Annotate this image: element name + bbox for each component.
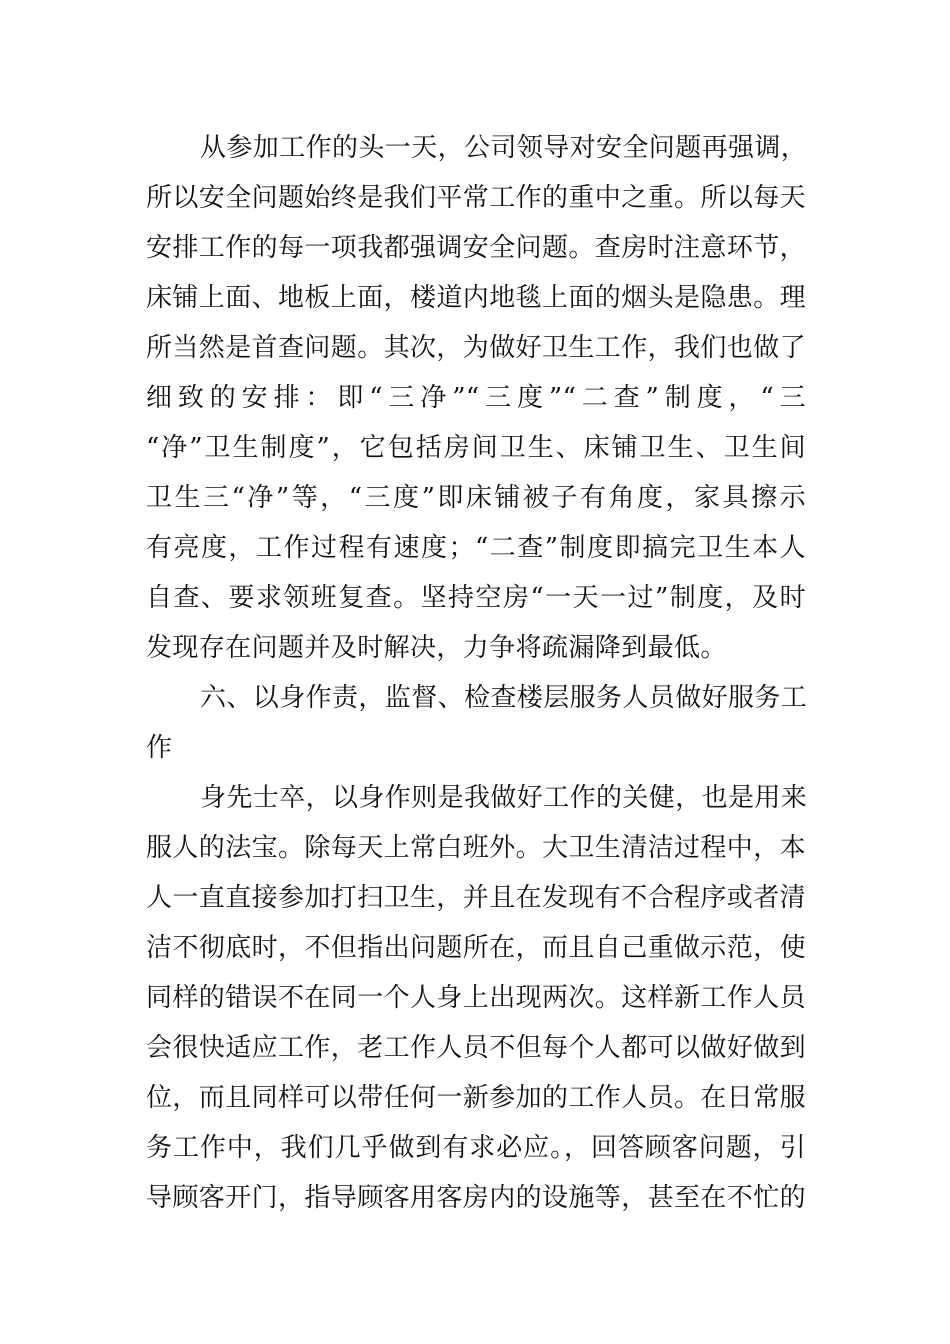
paragraph-line: 服人的法宝。除每天上常白班外。大卫生清洁过程中，本 (146, 833, 807, 863)
paragraph-line: 从参加工作的头一天，公司领导对安全问题再强调， (200, 133, 808, 163)
paragraph-line: 务工作中，我们几乎做到有求必应。，回答顾客问题，引 (146, 1133, 806, 1163)
paragraph-line: 所以安全问题始终是我们平常工作的重中之重。所以每天 (146, 183, 807, 213)
paragraph-line: 同样的错误不在同一个人身上出现两次。这样新工作人员 (146, 983, 807, 1013)
paragraph-line: 安排工作的每一项我都强调安全问题。查房时注意环节， (146, 233, 807, 263)
paragraph-line: “净”卫生制度”，它包括房间卫生、床铺卫生、卫生间 (146, 433, 806, 463)
paragraph-line: 发现存在问题并及时解决，力争将疏漏降到最低。 (146, 633, 727, 663)
paragraph-line: 自查、要求领班复查。坚持空房“一天一过”制度，及时 (146, 583, 806, 613)
paragraph-line: 有亮度，工作过程有速度；“二查”制度即搞完卫生本人 (146, 533, 806, 563)
section-heading-line: 六、以身作责，监督、检查楼层服务人员做好服务工 (200, 683, 808, 713)
paragraph-line: 人一直直接参加打扫卫生，并且在发现有不合程序或者清 (146, 883, 807, 913)
paragraph-line: 身先士卒，以身作则是我做好工作的关健，也是用来 (200, 783, 808, 813)
paragraph-line: 洁不彻底时，不但指出问题所在，而且自己重做示范，使 (146, 933, 807, 963)
paragraph-line: 床铺上面、地板上面，楼道内地毯上面的烟头是隐患。理 (146, 283, 807, 313)
paragraph-line: 位，而且同样可以带任何一新参加的工作人员。在日常服 (146, 1083, 807, 1113)
paragraph-line: 所当然是首查问题。其次，为做好卫生工作，我们也做了 (146, 333, 807, 363)
paragraph-line: 导顾客开门，指导顾客用客房内的设施等，甚至在不忙的 (146, 1183, 807, 1213)
paragraph-line: 卫生三“净”等，“三度”即床铺被子有角度，家具擦示 (146, 483, 806, 513)
section-heading-line: 作 (146, 733, 173, 763)
paragraph-line: 细致的安排：即“三净”“三度”“二查”制度，“三 (146, 383, 806, 413)
paragraph-line: 会很快适应工作，老工作人员不但每个人都可以做好做到 (146, 1033, 807, 1063)
